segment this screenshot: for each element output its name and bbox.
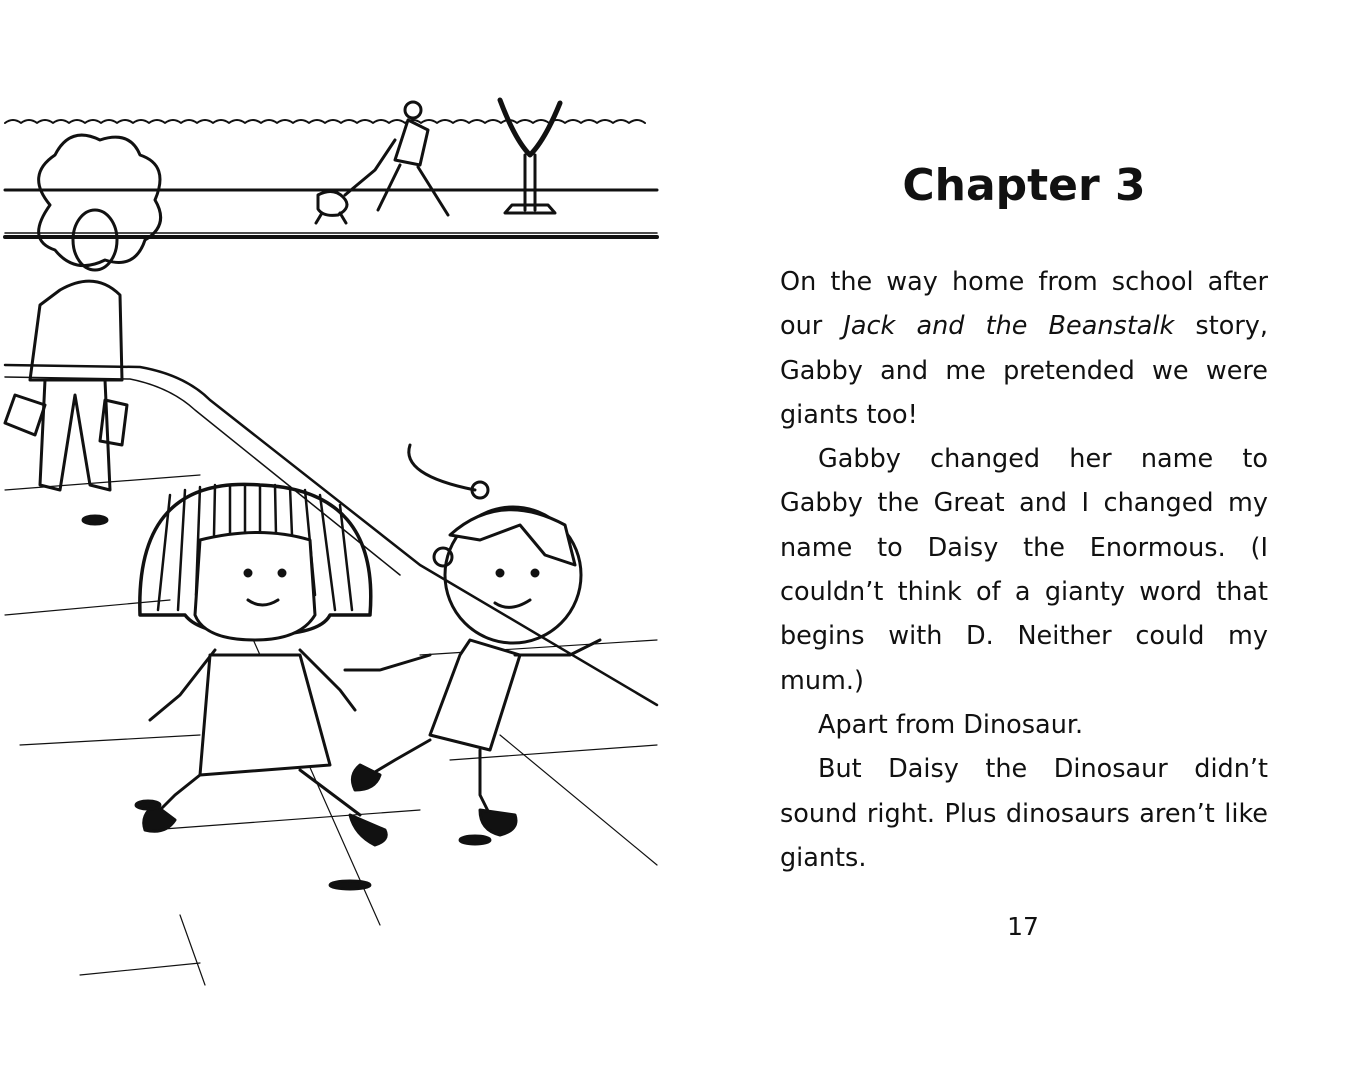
story-title: Jack and the Beanstalk [843,311,1175,342]
page-number: 17 [1007,912,1039,941]
girl-ponytail-drawing [345,445,600,835]
paragraph-4: But Daisy the Dinosaur didn’t sound right. Plus dinosaurs aren’t like giants. [780,754,1268,873]
chapter-title: Chapter 3 [902,160,1146,211]
girl-bob-drawing [140,484,386,845]
paragraph-1: On the way home from school after our Jack and the Beanstalk story, Gabby and me pretended we were giants too! [780,267,1268,430]
paragraph-3: Apart from Dinosaur. [818,709,1084,740]
chapter-illustration [0,95,665,995]
chapter-body [780,260,1268,880]
tree-drawing [500,100,560,213]
paragraph-2: Gabby changed her name to Gabby the Great and I changed my name to Daisy the Enormous. (I couldn’t think of a gianty word that begins with D. Neither could my mum.) [780,444,1268,696]
woman-drawing [5,135,161,524]
